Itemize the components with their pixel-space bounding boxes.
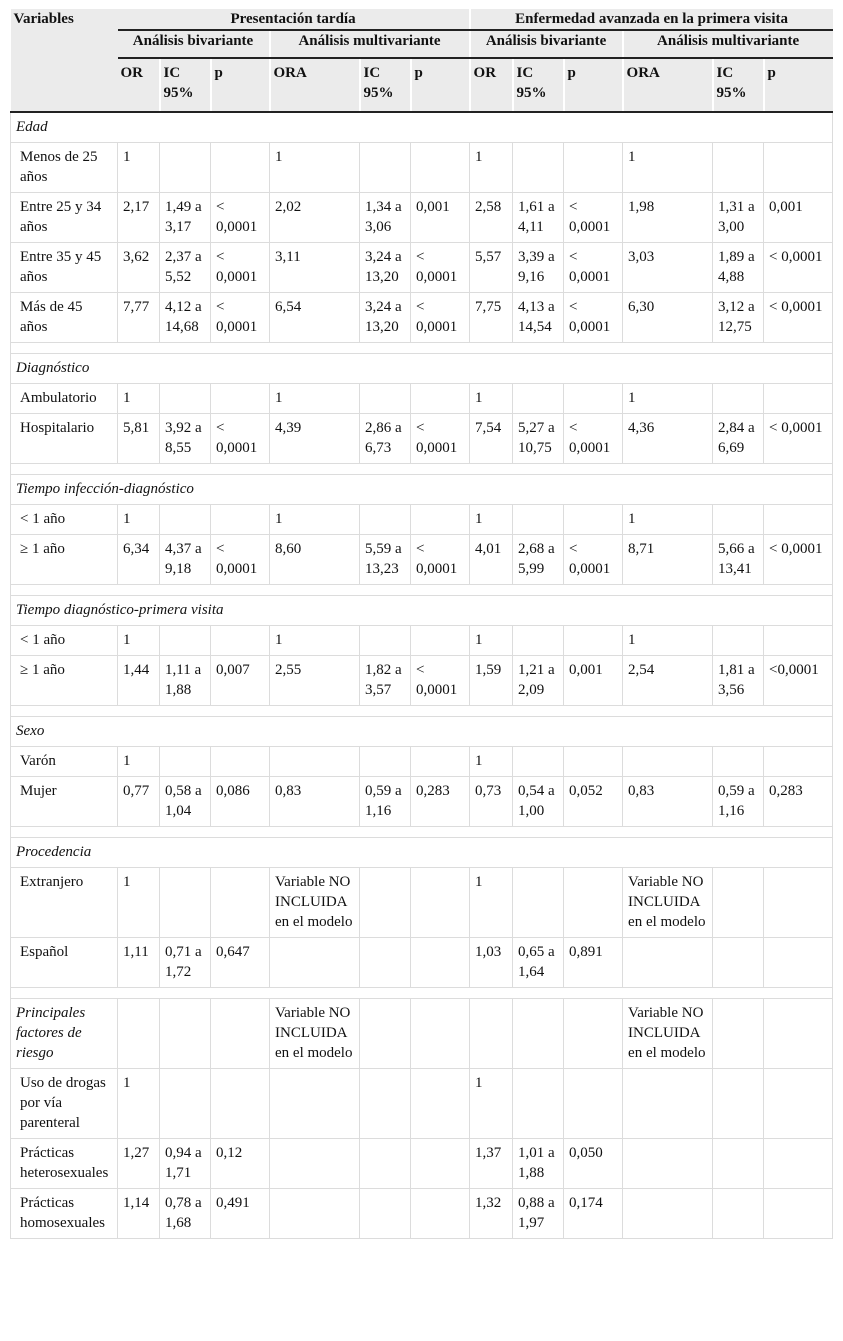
table-cell: 1: [623, 626, 713, 656]
table-cell: [513, 747, 564, 777]
table-cell: [360, 143, 411, 193]
section-header-row: [11, 112, 833, 143]
table-cell: < 0,0001: [564, 243, 623, 293]
table-cell: [623, 1069, 713, 1139]
table-cell: 1: [270, 384, 360, 414]
table-row: [11, 656, 833, 706]
table-cell: [118, 999, 160, 1069]
table-cell: 3,24 a 13,20: [360, 243, 411, 293]
table-cell: 0,001: [764, 193, 833, 243]
table-cell: 0,77: [118, 777, 160, 827]
table-cell: 1: [118, 868, 160, 938]
table-row: [11, 626, 833, 656]
section-title: Procedencia: [11, 838, 833, 868]
table-cell: [270, 1069, 360, 1139]
table-cell: 0,83: [623, 777, 713, 827]
table-cell: 6,54: [270, 293, 360, 343]
table-cell: 1,49 a 3,17: [160, 193, 211, 243]
table-cell: [564, 626, 623, 656]
table-cell: 1,21 a 2,09: [513, 656, 564, 706]
table-cell: [411, 938, 470, 988]
table-cell: [211, 384, 270, 414]
table-cell: [211, 143, 270, 193]
table-cell: 0,491: [211, 1189, 270, 1239]
table-cell: 5,81: [118, 414, 160, 464]
table-cell: 1,14: [118, 1189, 160, 1239]
table-cell: [411, 1069, 470, 1139]
table-cell: [160, 384, 211, 414]
table-cell: [360, 1069, 411, 1139]
column-header: ORA: [270, 58, 360, 112]
table-cell: 2,55: [270, 656, 360, 706]
table-cell: <0,0001: [764, 656, 833, 706]
table-cell: [713, 747, 764, 777]
table-row: [11, 777, 833, 827]
table-cell: Variable NO INCLUIDA en el modelo: [270, 999, 360, 1069]
table-cell: [764, 1069, 833, 1139]
table-cell: [411, 1139, 470, 1189]
table-cell: [411, 1189, 470, 1239]
table-cell: 4,13 a 14,54: [513, 293, 564, 343]
table-cell: [623, 938, 713, 988]
table-row: [11, 293, 833, 343]
table-cell: 1,27: [118, 1139, 160, 1189]
table-cell: < 0,0001: [764, 293, 833, 343]
table-cell: 2,17: [118, 193, 160, 243]
table-cell: 0,12: [211, 1139, 270, 1189]
table-cell: Variable NO INCLUIDA en el modelo: [623, 999, 713, 1069]
table-cell: [211, 1069, 270, 1139]
row-label: Mujer: [11, 777, 118, 827]
table-cell: [411, 999, 470, 1069]
table-cell: [513, 384, 564, 414]
table-cell: 8,71: [623, 535, 713, 585]
table-cell: 1: [623, 505, 713, 535]
table-cell: 7,77: [118, 293, 160, 343]
table-cell: < 0,0001: [211, 293, 270, 343]
table-cell: 1,61 a 4,11: [513, 193, 564, 243]
table-cell: 0,283: [764, 777, 833, 827]
table-cell: 2,58: [470, 193, 513, 243]
table-cell: 1: [270, 626, 360, 656]
table-cell: [623, 1189, 713, 1239]
table-cell: Variable NO INCLUIDA en el modelo: [623, 868, 713, 938]
table-cell: [360, 505, 411, 535]
column-header: p: [564, 58, 623, 112]
table-cell: [360, 747, 411, 777]
table-cell: 0,58 a 1,04: [160, 777, 211, 827]
table-cell: [564, 747, 623, 777]
section-title: Edad: [11, 112, 833, 143]
table-cell: 3,62: [118, 243, 160, 293]
column-header: IC 95%: [513, 58, 564, 112]
table-cell: 1,01 a 1,88: [513, 1139, 564, 1189]
table-cell: [513, 505, 564, 535]
table-cell: 3,39 a 9,16: [513, 243, 564, 293]
row-label: Prácticas homosexuales: [11, 1189, 118, 1239]
table-cell: 4,39: [270, 414, 360, 464]
table-cell: [764, 505, 833, 535]
section-title: Sexo: [11, 717, 833, 747]
table-cell: [360, 938, 411, 988]
table-cell: 1: [470, 626, 513, 656]
table-cell: < 0,0001: [411, 535, 470, 585]
table-cell: [513, 868, 564, 938]
header-group-advanced-disease: Enfermedad avanzada en la primera visita: [470, 9, 833, 30]
table-cell: < 0,0001: [211, 414, 270, 464]
table-cell: [564, 1069, 623, 1139]
table-cell: [211, 747, 270, 777]
table-cell: 1,03: [470, 938, 513, 988]
table-cell: [764, 868, 833, 938]
table-cell: 2,37 a 5,52: [160, 243, 211, 293]
table-cell: [713, 1189, 764, 1239]
table-cell: [623, 747, 713, 777]
table-cell: 1,44: [118, 656, 160, 706]
row-label: < 1 año: [11, 505, 118, 535]
table-cell: 1: [270, 143, 360, 193]
table-cell: 2,84 a 6,69: [713, 414, 764, 464]
table-cell: 3,12 a 12,75: [713, 293, 764, 343]
table-cell: 1: [118, 747, 160, 777]
table-row: [11, 938, 833, 988]
section-spacer: [11, 706, 833, 717]
table-cell: [360, 626, 411, 656]
section-spacer: [11, 585, 833, 596]
table-cell: [513, 143, 564, 193]
column-header: IC 95%: [713, 58, 764, 112]
row-label: Ambulatorio: [11, 384, 118, 414]
table-cell: 3,24 a 13,20: [360, 293, 411, 343]
table-cell: [160, 1069, 211, 1139]
table-cell: [713, 938, 764, 988]
table-cell: 2,02: [270, 193, 360, 243]
table-cell: [513, 1069, 564, 1139]
column-header: OR: [470, 58, 513, 112]
table-cell: 1: [470, 505, 513, 535]
column-header: p: [764, 58, 833, 112]
table-cell: 0,647: [211, 938, 270, 988]
table-cell: 1: [270, 505, 360, 535]
table-cell: 1: [118, 143, 160, 193]
row-label: ≥ 1 año: [11, 535, 118, 585]
table-row: [11, 747, 833, 777]
table-cell: [764, 1189, 833, 1239]
table-cell: 1,82 a 3,57: [360, 656, 411, 706]
table-cell: 6,30: [623, 293, 713, 343]
section-spacer: [11, 827, 833, 838]
table-cell: [160, 999, 211, 1069]
table-cell: 0,052: [564, 777, 623, 827]
table-cell: < 0,0001: [411, 293, 470, 343]
table-cell: 0,78 a 1,68: [160, 1189, 211, 1239]
table-cell: < 0,0001: [764, 243, 833, 293]
column-header: IC 95%: [360, 58, 411, 112]
table-row: [11, 243, 833, 293]
column-header: IC 95%: [160, 58, 211, 112]
column-header: p: [211, 58, 270, 112]
table-cell: 3,03: [623, 243, 713, 293]
table-cell: < 0,0001: [211, 243, 270, 293]
table-cell: [160, 505, 211, 535]
table-cell: [211, 626, 270, 656]
table-cell: [764, 1139, 833, 1189]
header-bivariate-2: Análisis bivariante: [470, 30, 623, 58]
table-cell: [764, 626, 833, 656]
table-row: [11, 414, 833, 464]
row-label: Entre 25 y 34 años: [11, 193, 118, 243]
table-cell: 1,59: [470, 656, 513, 706]
table-cell: [764, 999, 833, 1069]
table-cell: < 0,0001: [764, 535, 833, 585]
table-cell: 0,086: [211, 777, 270, 827]
table-cell: < 0,0001: [564, 535, 623, 585]
row-label: Extranjero: [11, 868, 118, 938]
section-header-row: [11, 838, 833, 868]
table-cell: 1,11 a 1,88: [160, 656, 211, 706]
table-cell: < 0,0001: [411, 656, 470, 706]
table-cell: 1: [470, 384, 513, 414]
table-cell: 0,283: [411, 777, 470, 827]
row-label: Varón: [11, 747, 118, 777]
table-cell: < 0,0001: [411, 414, 470, 464]
section-header-row: [11, 354, 833, 384]
table-cell: [713, 143, 764, 193]
table-cell: < 0,0001: [411, 243, 470, 293]
table-header: [11, 9, 833, 112]
column-header: ORA: [623, 58, 713, 112]
table-cell: 0,59 a 1,16: [360, 777, 411, 827]
table-row: [11, 1189, 833, 1239]
table-cell: [211, 868, 270, 938]
table-row: [11, 1139, 833, 1189]
table-cell: 5,59 a 13,23: [360, 535, 411, 585]
table-cell: [713, 505, 764, 535]
table-cell: 0,174: [564, 1189, 623, 1239]
table-cell: 1: [623, 143, 713, 193]
section-spacer: [11, 464, 833, 475]
table-row: [11, 505, 833, 535]
row-label: Menos de 25 años: [11, 143, 118, 193]
row-label: Hospitalario: [11, 414, 118, 464]
table-cell: [270, 938, 360, 988]
table-cell: 1,11: [118, 938, 160, 988]
table-cell: 2,86 a 6,73: [360, 414, 411, 464]
row-label: Uso de drogas por vía parenteral: [11, 1069, 118, 1139]
table-cell: [564, 999, 623, 1069]
table-cell: 1: [470, 747, 513, 777]
table-cell: 1,32: [470, 1189, 513, 1239]
table-cell: [270, 747, 360, 777]
table-cell: 0,94 a 1,71: [160, 1139, 211, 1189]
table-cell: [713, 1139, 764, 1189]
table-cell: 1: [118, 384, 160, 414]
table-row: [11, 193, 833, 243]
table-cell: 0,007: [211, 656, 270, 706]
row-label: Más de 45 años: [11, 293, 118, 343]
table-cell: [513, 999, 564, 1069]
table-cell: < 0,0001: [564, 293, 623, 343]
table-cell: [764, 747, 833, 777]
table-cell: [411, 384, 470, 414]
table-cell: [411, 505, 470, 535]
section-spacer: [11, 988, 833, 999]
table-cell: Variable NO INCLUIDA en el modelo: [270, 868, 360, 938]
table-cell: 7,75: [470, 293, 513, 343]
table-cell: < 0,0001: [211, 535, 270, 585]
table-cell: 1: [470, 868, 513, 938]
table-cell: < 0,0001: [211, 193, 270, 243]
table-cell: [564, 505, 623, 535]
table-cell: 1: [470, 143, 513, 193]
row-label: < 1 año: [11, 626, 118, 656]
table-cell: [713, 1069, 764, 1139]
table-cell: 4,12 a 14,68: [160, 293, 211, 343]
table-cell: 8,60: [270, 535, 360, 585]
table-cell: 1,98: [623, 193, 713, 243]
table-cell: [160, 868, 211, 938]
table-cell: 4,01: [470, 535, 513, 585]
header-bivariate-1: Análisis bivariante: [118, 30, 270, 58]
table-cell: 7,54: [470, 414, 513, 464]
section-header-row: [11, 475, 833, 505]
table-cell: 6,34: [118, 535, 160, 585]
table-cell: [360, 1189, 411, 1239]
table-cell: 0,54 a 1,00: [513, 777, 564, 827]
table-cell: 0,001: [411, 193, 470, 243]
table-cell: [160, 143, 211, 193]
table-cell: 1,34 a 3,06: [360, 193, 411, 243]
row-label: Español: [11, 938, 118, 988]
column-header: OR: [118, 58, 160, 112]
row-label: Entre 35 y 45 años: [11, 243, 118, 293]
section-header-row: [11, 596, 833, 626]
table-cell: 4,36: [623, 414, 713, 464]
table-cell: [411, 626, 470, 656]
table-cell: 0,050: [564, 1139, 623, 1189]
table-cell: [470, 999, 513, 1069]
table-cell: [764, 384, 833, 414]
results-table: [10, 9, 833, 1239]
table-cell: 0,59 a 1,16: [713, 777, 764, 827]
table-cell: [360, 384, 411, 414]
column-header: p: [411, 58, 470, 112]
table-cell: [713, 999, 764, 1069]
table-cell: 3,92 a 8,55: [160, 414, 211, 464]
table-cell: [564, 384, 623, 414]
table-cell: 1,81 a 3,56: [713, 656, 764, 706]
table-row: [11, 384, 833, 414]
section-spacer: [11, 343, 833, 354]
section-header-row: [11, 717, 833, 747]
header-variables: Variables: [11, 9, 118, 112]
table-cell: 1,31 a 3,00: [713, 193, 764, 243]
table-cell: [270, 1139, 360, 1189]
table-row: [11, 1069, 833, 1139]
table-cell: [764, 938, 833, 988]
row-label: Prácticas heterosexuales: [11, 1139, 118, 1189]
table-cell: [270, 1189, 360, 1239]
table-cell: 1: [118, 505, 160, 535]
table-row: [11, 535, 833, 585]
table-cell: 0,65 a 1,64: [513, 938, 564, 988]
table-cell: 1: [470, 1069, 513, 1139]
section-title: Diagnóstico: [11, 354, 833, 384]
table-cell: [160, 747, 211, 777]
table-cell: 1: [118, 1069, 160, 1139]
table-cell: 5,66 a 13,41: [713, 535, 764, 585]
header-group-late-presentation: Presentación tardía: [118, 9, 470, 30]
section-title: Tiempo diagnóstico-primera visita: [11, 596, 833, 626]
table-cell: [411, 143, 470, 193]
table-row: [11, 868, 833, 938]
table-cell: 0,71 a 1,72: [160, 938, 211, 988]
table-cell: [564, 143, 623, 193]
table-cell: [211, 999, 270, 1069]
table-cell: [513, 626, 564, 656]
table-cell: [713, 868, 764, 938]
table-cell: 5,57: [470, 243, 513, 293]
table-cell: [713, 626, 764, 656]
table-row: [11, 999, 833, 1069]
table-cell: 2,68 a 5,99: [513, 535, 564, 585]
table-cell: [764, 143, 833, 193]
table-cell: < 0,0001: [564, 414, 623, 464]
table-cell: 3,11: [270, 243, 360, 293]
table-cell: < 0,0001: [764, 414, 833, 464]
table-cell: 0,73: [470, 777, 513, 827]
table-cell: [360, 868, 411, 938]
section-title: Tiempo infección-diagnóstico: [11, 475, 833, 505]
table-cell: 5,27 a 10,75: [513, 414, 564, 464]
table-cell: [360, 999, 411, 1069]
table-cell: [411, 868, 470, 938]
table-cell: 4,37 a 9,18: [160, 535, 211, 585]
table-cell: 1,89 a 4,88: [713, 243, 764, 293]
table-cell: 1: [118, 626, 160, 656]
table-cell: 1,37: [470, 1139, 513, 1189]
table-cell: 0,001: [564, 656, 623, 706]
table-cell: 0,88 a 1,97: [513, 1189, 564, 1239]
table-cell: < 0,0001: [564, 193, 623, 243]
table-cell: [360, 1139, 411, 1189]
table-row: [11, 143, 833, 193]
row-label: Principales factores de riesgo: [11, 999, 118, 1069]
table-cell: 1: [623, 384, 713, 414]
table-cell: [411, 747, 470, 777]
table-cell: 0,891: [564, 938, 623, 988]
table-cell: [564, 868, 623, 938]
table-cell: [160, 626, 211, 656]
table-body: [11, 112, 833, 1239]
table-cell: [623, 1139, 713, 1189]
table-cell: [713, 384, 764, 414]
header-multivariate-1: Análisis multivariante: [270, 30, 470, 58]
table-cell: 2,54: [623, 656, 713, 706]
header-multivariate-2: Análisis multivariante: [623, 30, 833, 58]
row-label: ≥ 1 año: [11, 656, 118, 706]
table-cell: [211, 505, 270, 535]
table-cell: 0,83: [270, 777, 360, 827]
